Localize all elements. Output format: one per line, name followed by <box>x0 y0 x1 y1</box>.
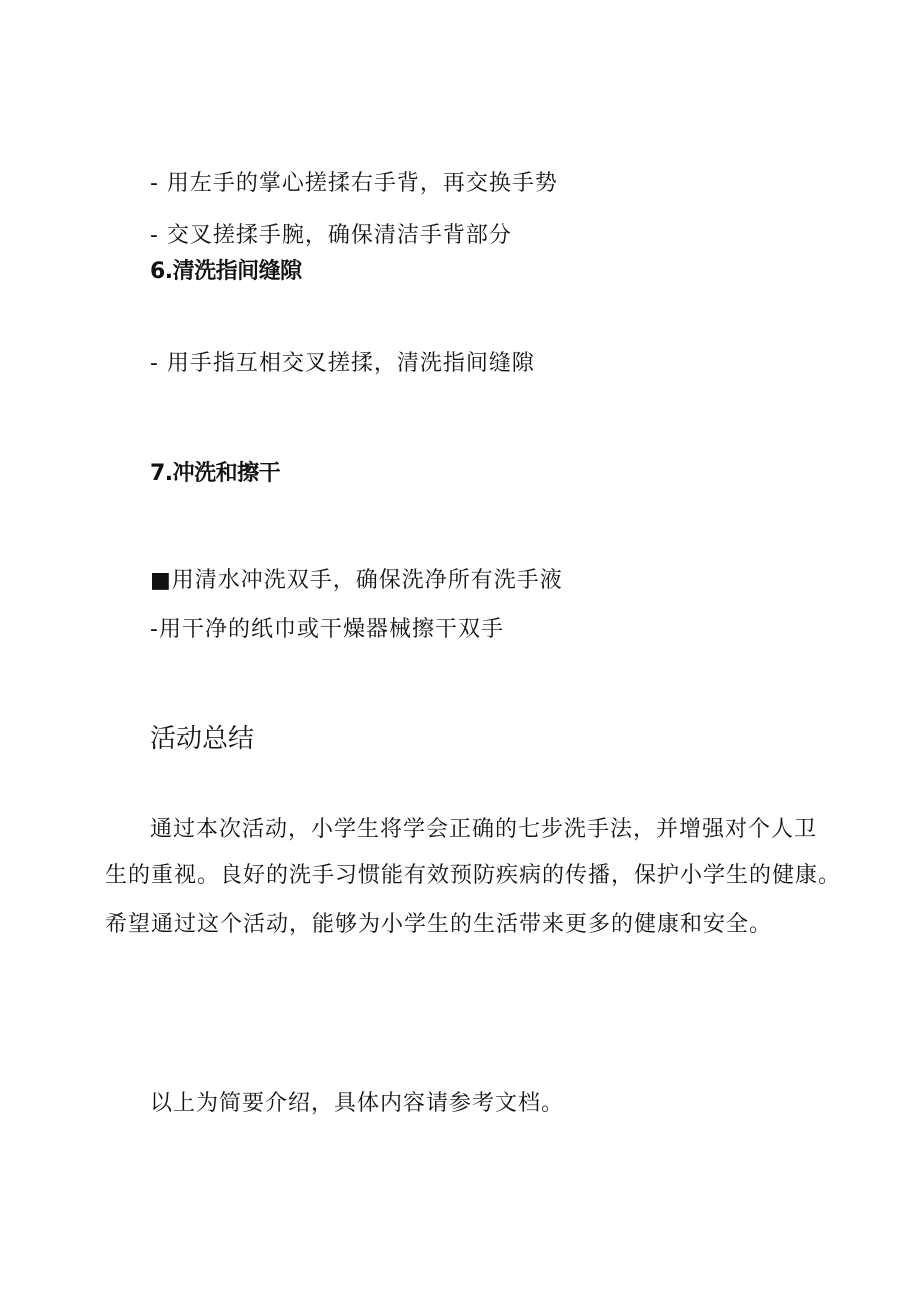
step7-bullet-1: ■用清水冲洗双手，确保洗净所有洗手液 <box>150 568 563 593</box>
step7-bullet-2: -用干净的纸巾或干燥器械擦干双手 <box>150 617 504 642</box>
summary-paragraph-line-2: 生的重视。良好的洗手习惯能有效预防疾病的传播，保护小学生的健康。 <box>105 863 842 888</box>
summary-paragraph-line-1: 通过本次活动，小学生将学会正确的七步洗手法，并增强对个人卫 <box>150 817 818 842</box>
step5-bullet-1: - 用左手的掌心搓揉右手背，再交换手势 <box>150 171 558 196</box>
step6-heading: 6.清洗指间缝隙 <box>150 259 302 284</box>
step5-bullet-2: - 交叉搓揉手腕，确保清洁手背部分 <box>150 223 512 248</box>
step6-bullet-1: - 用手指互相交叉搓揉，清洗指间缝隙 <box>150 351 535 376</box>
step7-heading: 7.冲洗和擦干 <box>150 461 281 486</box>
summary-title: 活动总结 <box>150 724 255 754</box>
closing-note: 以上为简要介绍，具体内容请参考文档。 <box>150 1091 565 1116</box>
summary-paragraph-line-3: 希望通过这个活动，能够为小学生的生活带来更多的健康和安全。 <box>105 912 773 937</box>
